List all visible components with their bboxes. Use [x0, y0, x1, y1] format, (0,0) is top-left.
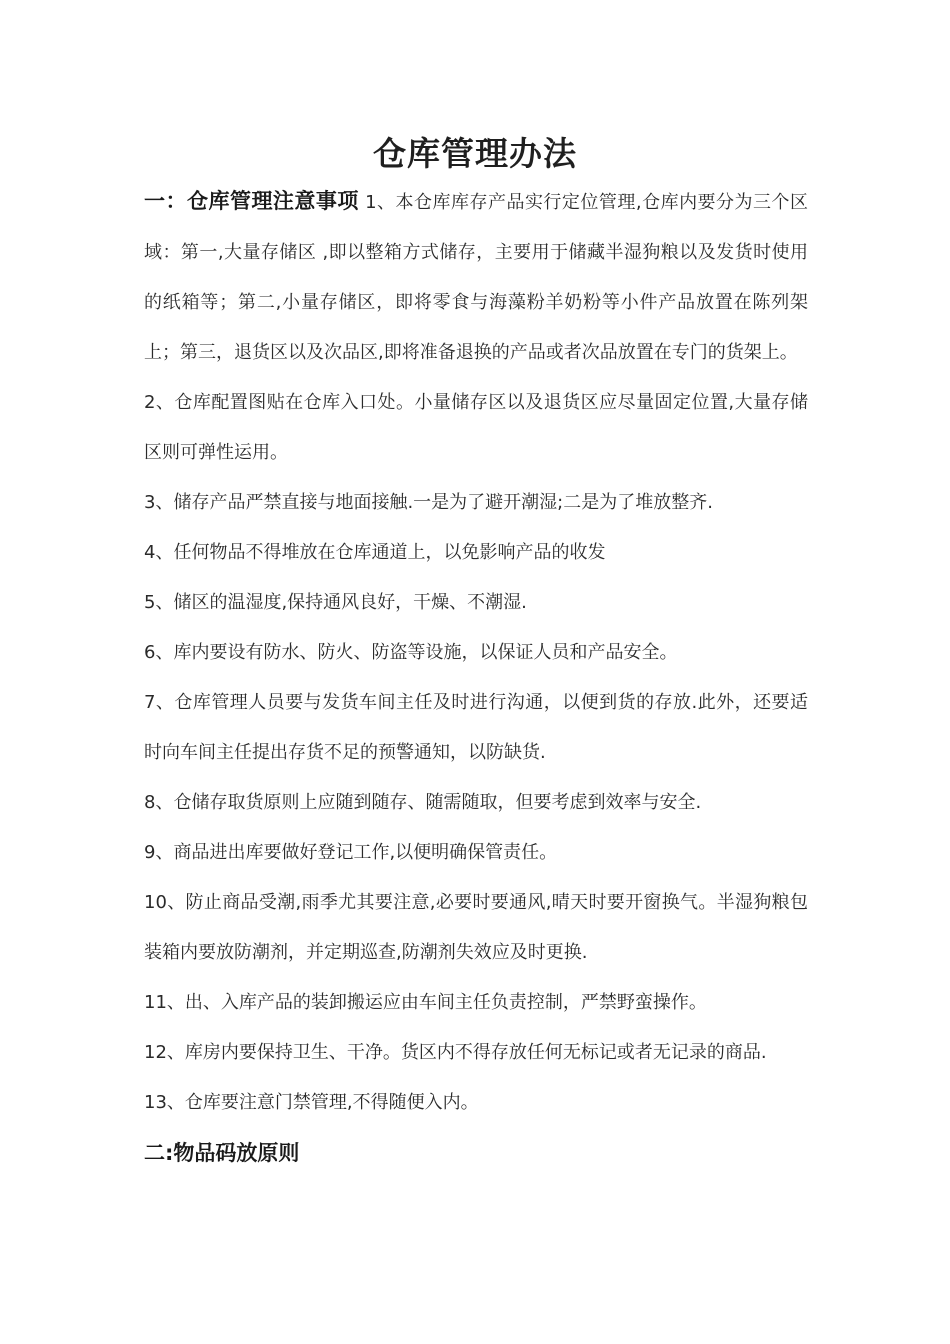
paragraph-10: 10、防止商品受潮,雨季尤其要注意,必要时要通风,晴天时要开窗换气。半湿狗粮包装箱内要放防潮剂，并定期巡查,防潮剂失效应及时更换. [144, 892, 808, 963]
paragraph-4: 4、任何物品不得堆放在仓库通道上，以免影响产品的收发 [144, 542, 606, 563]
paragraph-12: 12、库房内要保持卫生、干净。货区内不得存放任何无标记或者无记录的商品. [144, 1042, 767, 1063]
paragraph-2: 2、仓库配置图贴在仓库入口处。小量储存区以及退货区应尽量固定位置,大量存储区则可弹性运用。 [144, 392, 808, 463]
document-title: 仓库管理办法 [373, 134, 577, 173]
paragraph-9: 9、商品进出库要做好登记工作,以便明确保管责任。 [144, 842, 558, 863]
paragraph-11: 11、出、入库产品的装卸搬运应由车间主任负责控制，严禁野蛮操作。 [144, 992, 707, 1013]
paragraph-5: 5、储区的温湿度,保持通风良好，干燥、不潮湿. [144, 592, 527, 613]
paragraph-1 [144, 176, 808, 378]
paragraph-text: 1、本仓库库存产品实行定位管理,仓库内要分为三个区域：第一,大量存储区 ,即以整箱方式储存，主要用于储藏半湿狗粮以及发货时使用的纸箱等；第二,小量存储区，即将零食与海藻粉羊奶粉等小件产品放置在陈列架上；第三，退货区以及次品区,即将准备退换的产品或者次品放置在专门的货架上。 [144, 192, 808, 363]
document-body [144, 176, 808, 1178]
section-2-heading: 二:物品码放原则 [144, 1141, 300, 1165]
paragraph-8: 8、仓储存取货原则上应随到随存、随需随取，但要考虑到效率与安全. [144, 792, 702, 813]
section-1-heading: 一：仓库管理注意事项 [144, 189, 359, 213]
paragraph-3: 3、储存产品严禁直接与地面接触.一是为了避开潮湿;二是为了堆放整齐. [144, 492, 713, 513]
paragraph-6: 6、库内要设有防水、防火、防盗等设施，以保证人员和产品安全。 [144, 642, 678, 663]
paragraph-7: 7、仓库管理人员要与发货车间主任及时进行沟通，以便到货的存放.此外，还要适时向车间主任提出存货不足的预警通知，以防缺货. [144, 692, 808, 763]
paragraph-13: 13、仓库要注意门禁管理,不得随便入内。 [144, 1092, 479, 1113]
